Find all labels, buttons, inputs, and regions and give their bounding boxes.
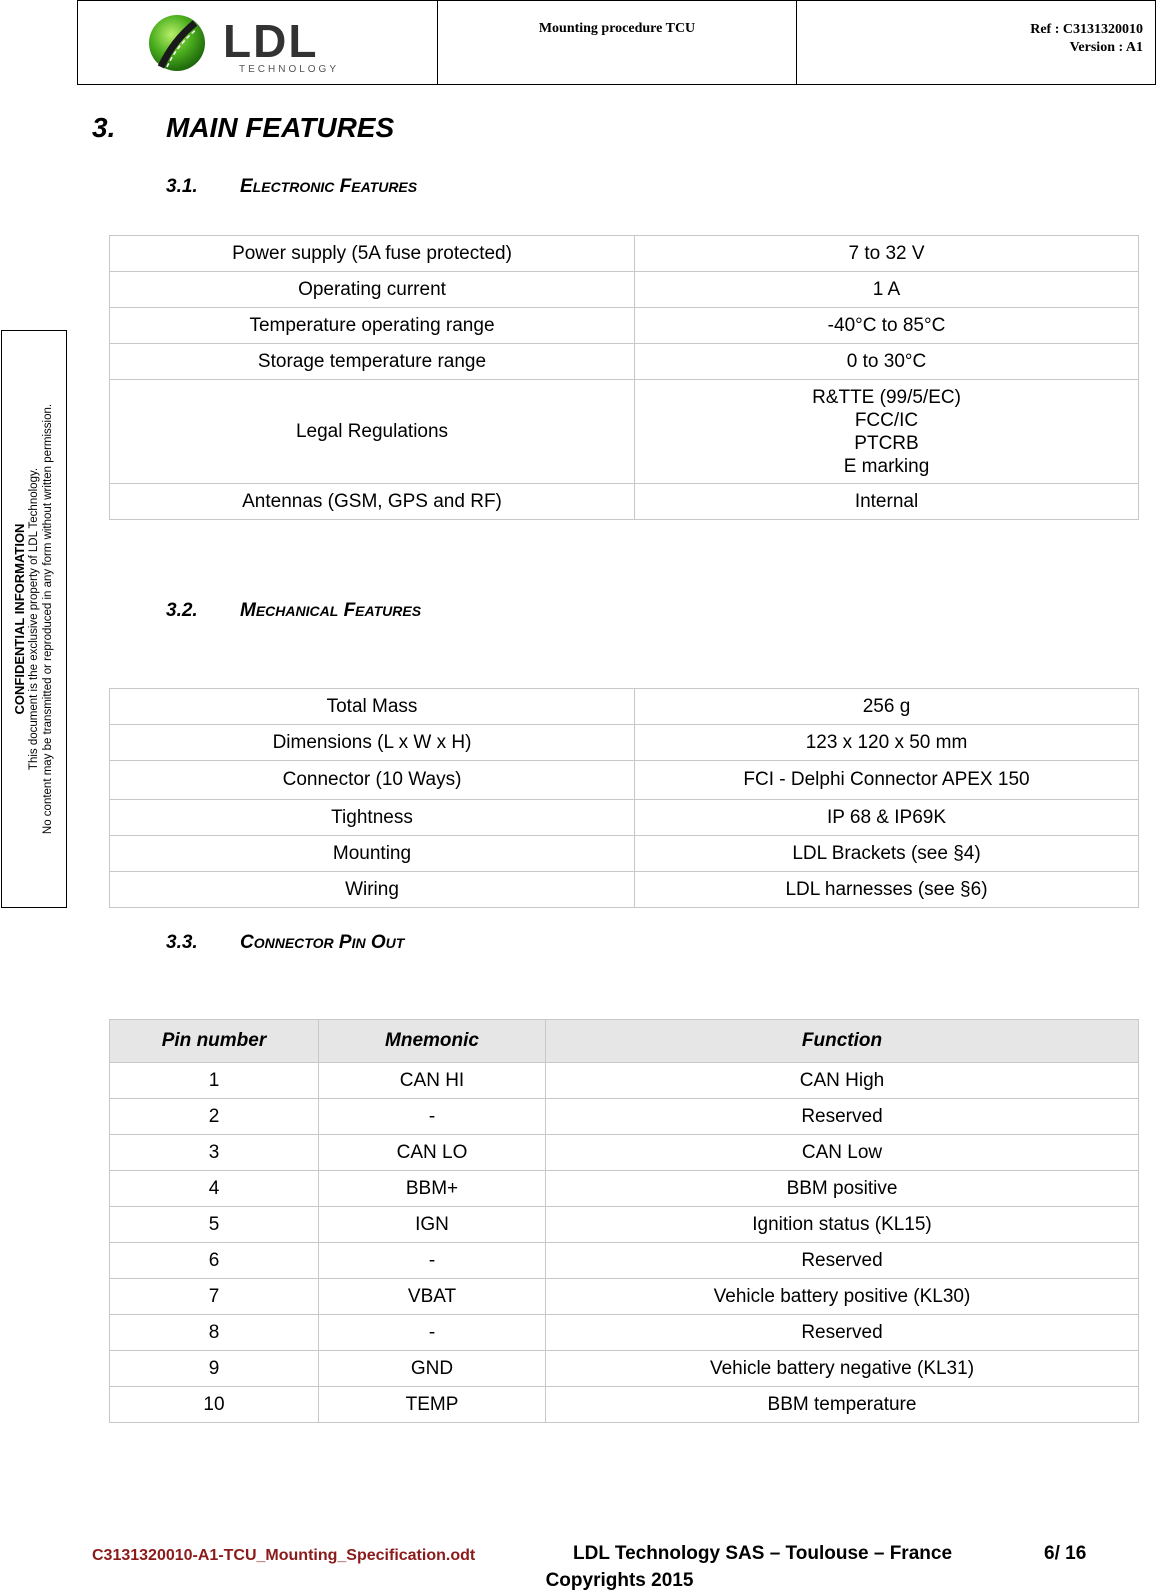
column-header-function: Function bbox=[546, 1020, 1139, 1063]
feature-label: Legal Regulations bbox=[110, 380, 635, 484]
footer-company: LDL Technology SAS – Toulouse – France bbox=[573, 1543, 953, 1564]
pin-number: 10 bbox=[110, 1387, 319, 1423]
title-initial: M bbox=[240, 600, 256, 621]
feature-value: 1 A bbox=[635, 272, 1139, 308]
table-row bbox=[110, 1279, 1139, 1315]
pin-number: 8 bbox=[110, 1315, 319, 1351]
table-row bbox=[110, 1351, 1139, 1387]
table-row bbox=[110, 236, 1139, 272]
feature-value: IP 68 & IP69K bbox=[635, 800, 1139, 836]
electronic-features-table bbox=[109, 235, 1139, 520]
confidential-notice bbox=[1, 330, 67, 908]
pin-mnemonic: GND bbox=[319, 1351, 546, 1387]
pin-function: Ignition status (KL15) bbox=[546, 1207, 1139, 1243]
regulation-item: R&TTE (99/5/EC) bbox=[812, 386, 961, 408]
table-header-row bbox=[110, 1020, 1139, 1063]
pin-mnemonic: CAN HI bbox=[319, 1063, 546, 1099]
footer-copyright: Copyrights 2015 bbox=[545, 1570, 694, 1591]
pin-mnemonic: - bbox=[319, 1099, 546, 1135]
feature-value: LDL Brackets (see §4) bbox=[635, 836, 1139, 872]
subsection-number: 3.3. bbox=[166, 932, 198, 953]
title-initial: C bbox=[240, 932, 254, 953]
pin-mnemonic: - bbox=[319, 1243, 546, 1279]
pin-mnemonic: CAN LO bbox=[319, 1135, 546, 1171]
logo-cell bbox=[78, 1, 438, 84]
table-row bbox=[110, 1171, 1139, 1207]
table-row bbox=[110, 1387, 1139, 1423]
table-row bbox=[110, 1099, 1139, 1135]
title-rest: EATURES bbox=[351, 179, 418, 195]
title-initial: E bbox=[240, 176, 253, 197]
column-header-mnemonic: Mnemonic bbox=[319, 1020, 546, 1063]
feature-value: LDL harnesses (see §6) bbox=[635, 872, 1139, 908]
regulation-item: PTCRB bbox=[854, 432, 919, 454]
section-heading-main-features bbox=[92, 112, 394, 144]
pin-number: 7 bbox=[110, 1279, 319, 1315]
pin-function: Reserved bbox=[546, 1099, 1139, 1135]
section-number: 3. bbox=[92, 112, 116, 143]
pin-function: CAN Low bbox=[546, 1135, 1139, 1171]
pin-function: Vehicle battery positive (KL30) bbox=[546, 1279, 1139, 1315]
page-header bbox=[77, 0, 1156, 85]
table-row bbox=[110, 272, 1139, 308]
title-rest: EATURES bbox=[355, 603, 422, 619]
pin-number: 4 bbox=[110, 1171, 319, 1207]
pin-function: Reserved bbox=[546, 1315, 1139, 1351]
table-row bbox=[110, 380, 1139, 484]
pin-mnemonic: - bbox=[319, 1315, 546, 1351]
feature-value: 7 to 32 V bbox=[635, 236, 1139, 272]
subsection-heading-electronic bbox=[166, 176, 417, 198]
table-row bbox=[110, 872, 1139, 908]
subsection-heading-mechanical bbox=[166, 600, 421, 622]
regulation-item: E marking bbox=[843, 455, 930, 477]
feature-label: Connector (10 Ways) bbox=[110, 761, 635, 800]
feature-label: Power supply (5A fuse protected) bbox=[110, 236, 635, 272]
pin-number: 3 bbox=[110, 1135, 319, 1171]
title-initial: P bbox=[338, 932, 352, 953]
feature-value: 256 g bbox=[635, 689, 1139, 725]
pin-number: 9 bbox=[110, 1351, 319, 1387]
title-initial: O bbox=[370, 932, 386, 953]
feature-label: Total Mass bbox=[110, 689, 635, 725]
table-row bbox=[110, 1063, 1139, 1099]
table-row bbox=[110, 761, 1139, 800]
logo-text: LDL bbox=[222, 14, 318, 67]
table-row bbox=[110, 1243, 1139, 1279]
feature-label: Dimensions (L x W x H) bbox=[110, 725, 635, 761]
table-row bbox=[110, 800, 1139, 836]
feature-value: -40°C to 85°C bbox=[635, 308, 1139, 344]
pin-function: CAN High bbox=[546, 1063, 1139, 1099]
footer-filename: C3131320010-A1-TCU_Mounting_Specification.odt bbox=[92, 1547, 476, 1564]
feature-value: FCI - Delphi Connector APEX 150 bbox=[635, 761, 1139, 800]
pin-function: Reserved bbox=[546, 1243, 1139, 1279]
column-header-pin-number: Pin number bbox=[110, 1020, 319, 1063]
title-rest: LECTRONIC bbox=[252, 179, 335, 195]
pin-function: Vehicle battery negative (KL31) bbox=[546, 1351, 1139, 1387]
pin-out-table bbox=[109, 1019, 1139, 1423]
confidential-title: CONFIDENTIAL INFORMATION bbox=[12, 523, 27, 715]
pin-number: 5 bbox=[110, 1207, 319, 1243]
pin-number: 1 bbox=[110, 1063, 319, 1099]
pin-number: 2 bbox=[110, 1099, 319, 1135]
feature-value: Internal bbox=[635, 484, 1139, 520]
feature-label: Mounting bbox=[110, 836, 635, 872]
version-number: Version : A1 bbox=[1069, 40, 1143, 55]
logo-subtext: TECHNOLOGY bbox=[238, 63, 339, 75]
feature-label: Antennas (GSM, GPS and RF) bbox=[110, 484, 635, 520]
pin-mnemonic: IGN bbox=[319, 1207, 546, 1243]
confidential-line-2: No content may be transmitted or reproduced in any form without written permission. bbox=[42, 403, 54, 835]
title-rest: UT bbox=[385, 935, 405, 951]
pin-mnemonic: VBAT bbox=[319, 1279, 546, 1315]
title-rest: ONNECTOR bbox=[253, 935, 334, 951]
subsection-heading-connector-pin-out bbox=[166, 932, 404, 954]
feature-value: 0 to 30°C bbox=[635, 344, 1139, 380]
table-row bbox=[110, 725, 1139, 761]
ldl-logo bbox=[143, 11, 373, 75]
document-reference bbox=[797, 1, 1155, 84]
pin-mnemonic: BBM+ bbox=[319, 1171, 546, 1207]
table-row bbox=[110, 836, 1139, 872]
title-initial: F bbox=[339, 176, 352, 197]
table-row bbox=[110, 1207, 1139, 1243]
subsection-number: 3.1. bbox=[166, 176, 198, 197]
feature-label: Temperature operating range bbox=[110, 308, 635, 344]
subsection-number: 3.2. bbox=[166, 600, 198, 621]
table-row bbox=[110, 1315, 1139, 1351]
pin-function: BBM positive bbox=[546, 1171, 1139, 1207]
pin-mnemonic: TEMP bbox=[319, 1387, 546, 1423]
title-rest: IN bbox=[351, 935, 366, 951]
table-row bbox=[110, 484, 1139, 520]
title-rest: ECHANICAL bbox=[255, 603, 339, 619]
feature-label: Operating current bbox=[110, 272, 635, 308]
document-title: Mounting procedure TCU bbox=[438, 1, 797, 84]
mechanical-features-table bbox=[109, 688, 1139, 908]
title-initial: F bbox=[343, 600, 356, 621]
feature-label: Wiring bbox=[110, 872, 635, 908]
table-row bbox=[110, 308, 1139, 344]
table-row bbox=[110, 689, 1139, 725]
section-title: MAIN FEATURES bbox=[166, 112, 395, 143]
table-row bbox=[110, 344, 1139, 380]
pin-function: BBM temperature bbox=[546, 1387, 1139, 1423]
regulation-item: FCC/IC bbox=[854, 409, 919, 431]
reference-number: Ref : C3131320010 bbox=[1030, 22, 1143, 37]
feature-value: 123 x 120 x 50 mm bbox=[635, 725, 1139, 761]
footer-page-number: 6/ 16 bbox=[1044, 1543, 1087, 1564]
confidential-line-1: This document is the exclusive property of LDL Technology. bbox=[28, 467, 40, 771]
feature-value bbox=[635, 380, 1139, 484]
table-row bbox=[110, 1135, 1139, 1171]
feature-label: Tightness bbox=[110, 800, 635, 836]
pin-number: 6 bbox=[110, 1243, 319, 1279]
feature-label: Storage temperature range bbox=[110, 344, 635, 380]
